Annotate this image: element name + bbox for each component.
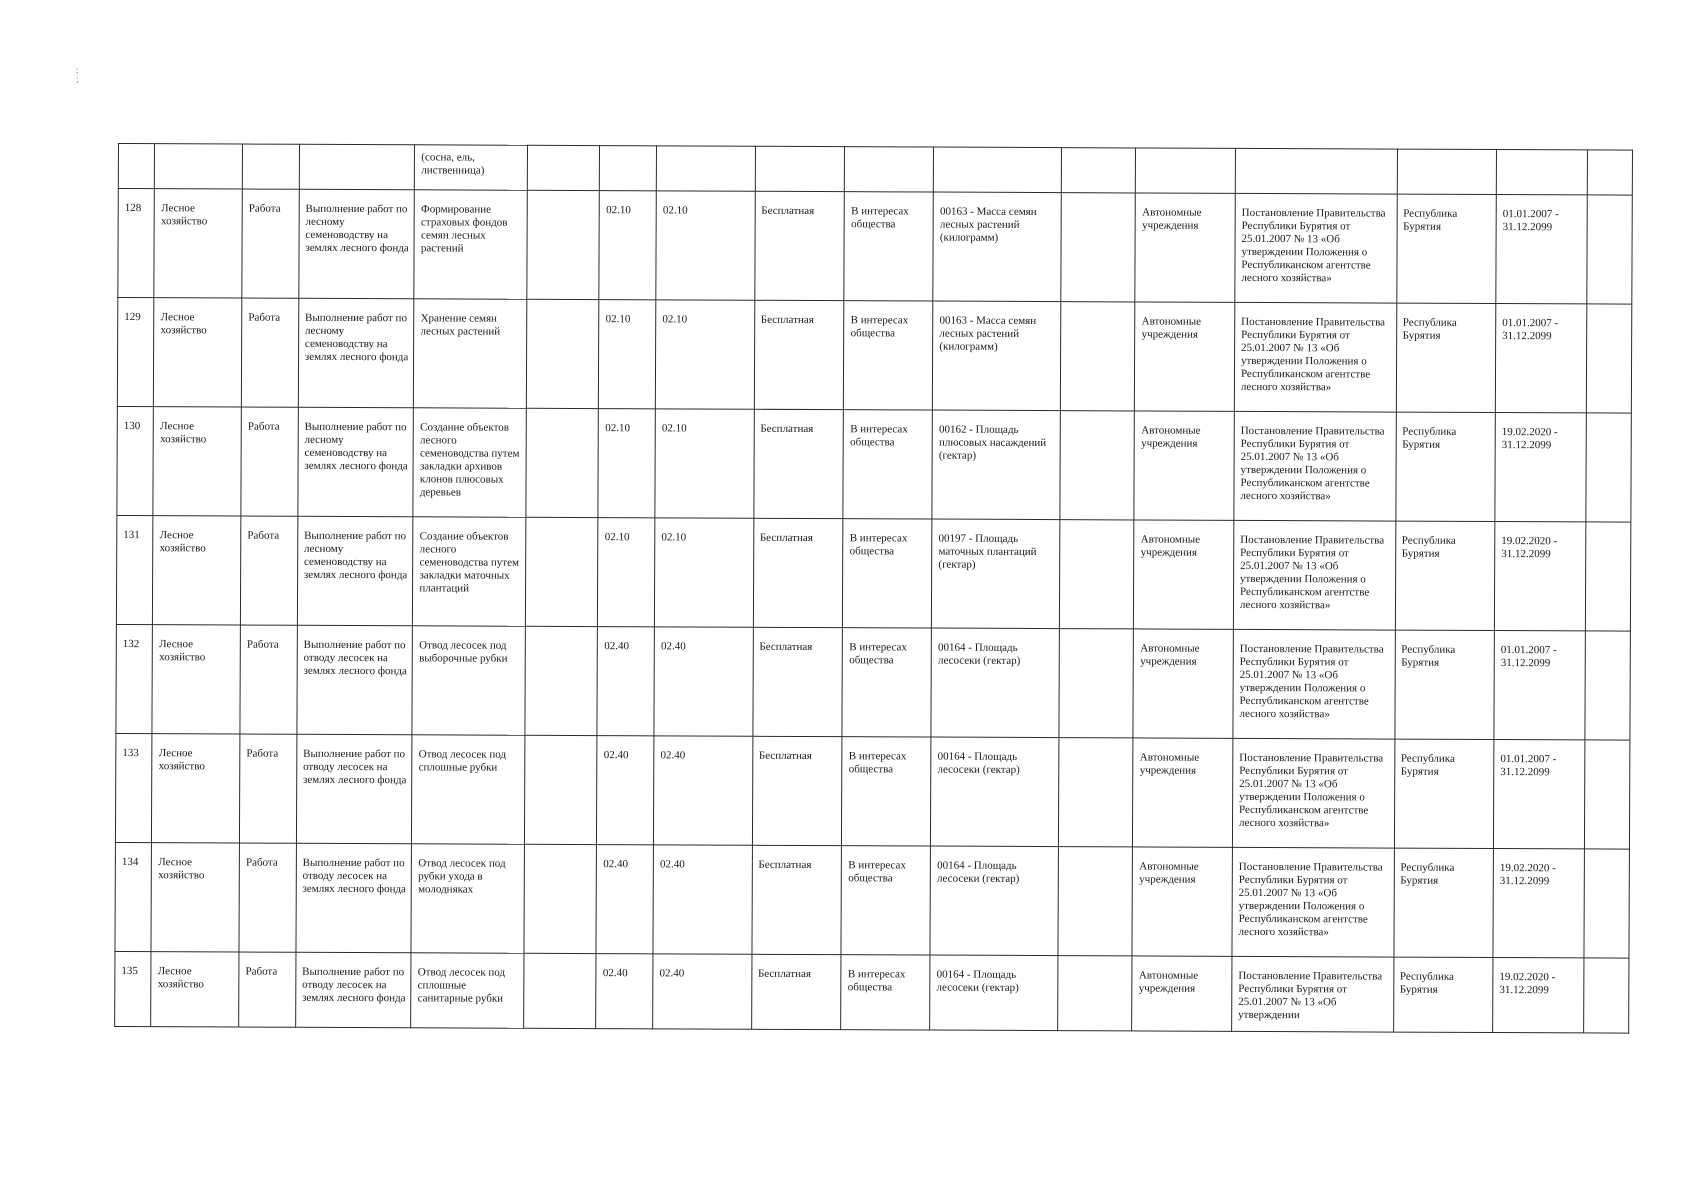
cell-empty [527,190,600,299]
cell-content: Отвод лесосек под выборочные рубки [412,626,525,735]
cell-empty [1586,413,1632,522]
cell-empty [524,844,597,953]
cell-empty [1059,520,1134,629]
cell-code-1: 02.40 [597,736,654,845]
cell-indicator: 00162 - Площадь плюсовых насаждений (гектар) [932,410,1060,520]
cell-empty [1060,302,1135,411]
cell-interest: В интересах общества [842,628,931,737]
cell-period: 19.02.2020 - 31.12.2099 [1495,413,1586,522]
cell-institution: Автономные учреждения [1132,956,1232,1031]
cell-interest: В интересах общества [843,519,932,628]
cell-empty [299,144,415,190]
cell-payment: Бесплатная [752,736,842,845]
cell-period: 19.02.2020 - 31.12.2099 [1493,958,1584,1033]
page-mark: ; [76,74,79,84]
cell-legal-basis: Постановление Правительства Республики Бурятия от 25.01.2007 № 13 «Об утверждении Положения о Республиканском агентстве лесного хозяйства» [1232,847,1394,957]
cell-empty [1058,847,1133,956]
cell-legal-basis: Постановление Правительства Республики Бурятия от 25.01.2007 № 13 «Об утверждении Положения о Республиканском агентстве лесного хозяйства» [1234,411,1396,521]
cell-kind: Работа [240,625,297,734]
cell-payment: Бесплатная [752,627,842,736]
cell-empty [656,146,755,191]
cell-legal-basis: Постановление Правительства Республики Бурятия от 25.01.2007 № 13 «Об утверждении Положения о Республиканском агентстве лесного хозяйства» [1232,738,1394,848]
cell-legal-basis: Постановление Правительства Республики Бурятия от 25.01.2007 № 13 «Об утверждении [1232,956,1394,1032]
cell-number: 131 [116,515,153,624]
cell-indicator: 00164 - Площадь лесосеки (гектар) [930,955,1058,1031]
cell-empty [1057,956,1132,1031]
cell-number: 133 [115,733,152,842]
cell-kind: Работа [242,189,299,298]
cell-kind: Работа [239,843,296,952]
page-marks [76,66,84,84]
cell-period: 01.01.2007 - 31.12.2099 [1495,304,1586,413]
cell-region: Республика Бурятия [1393,848,1493,957]
cell-code-2: 02.10 [655,409,754,518]
cell-empty [1058,738,1133,847]
cell-content: Формирование страховых фондов семян лесных растений [414,190,527,299]
cell-region: Республика Бурятия [1393,957,1493,1032]
cell-kind: Работа [239,952,296,1027]
cell-sphere: Лесное хозяйство [151,843,239,952]
cell-empty [1584,849,1630,958]
cell-code-1: 02.10 [598,518,655,627]
table-row [116,624,1630,740]
cell-empty [845,147,934,192]
cell-payment: Бесплатная [752,845,842,954]
cell-region: Республика Бурятия [1395,412,1495,521]
cell-interest: В интересах общества [841,846,930,955]
continuation-row [118,144,1632,196]
cell-indicator: 00163 - Масса семян лесных растений (килограмм) [933,301,1061,411]
cell-indicator: 00164 - Площадь лесосеки (гектар) [930,846,1058,956]
cell-region: Республика Бурятия [1394,739,1494,848]
cell-interest: В интересах общества [843,410,932,519]
cell-institution: Автономные учреждения [1134,520,1234,629]
cell-empty [1584,740,1630,849]
cell-content: Хранение семян лесных растений [414,299,527,408]
cell-period: 01.01.2007 - 31.12.2099 [1493,740,1584,849]
cell-sphere: Лесное хозяйство [154,298,242,407]
cell-number: 132 [116,624,153,733]
cell-sphere: Лесное хозяйство [153,407,241,516]
page-mark: ; [76,65,79,75]
cell-number: 135 [115,951,152,1026]
cell-legal-basis: Постановление Правительства Республики Бурятия от 25.01.2007 № 13 «Об утверждении Положения о Республиканском агентстве лесного хозяйства» [1233,520,1395,630]
cell-name: Выполнение работ по отводу лесосек на землях лесного фонда [296,734,412,844]
cell-work-type: (сосна, ель, лиственница) [415,145,528,190]
cell-sphere: Лесное хозяйство [152,625,240,734]
cell-legal-basis: Постановление Правительства Республики Бурятия от 25.01.2007 № 13 «Об утверждении Положения о Республиканском агентстве лесного хозяйства» [1233,629,1395,739]
cell-region: Республика Бурятия [1394,630,1494,739]
cell-empty [155,144,243,189]
cell-name: Выполнение работ по лесному семеноводству на землях лесного фонда [298,298,414,408]
cell-empty [1584,958,1629,1033]
cell-name: Выполнение работ по отводу лесосек на землях лесного фонда [296,843,412,953]
cell-institution: Автономные учреждения [1135,193,1235,302]
services-registry-table [114,143,1633,1034]
cell-empty [526,299,599,408]
cell-number: 134 [115,842,152,951]
cell-name: Выполнение работ по лесному семеноводству на землях лесного фонда [299,189,415,299]
cell-empty [1059,411,1134,520]
cell-interest: В интересах общества [841,955,930,1030]
cell-number: 129 [117,298,154,407]
cell-empty [1136,148,1236,193]
cell-kind: Работа [241,516,298,625]
cell-empty [600,146,657,191]
cell-empty [118,144,155,189]
cell-empty [1587,195,1633,304]
cell-code-2: 02.40 [653,845,752,954]
cell-region: Республика Бурятия [1396,194,1496,303]
cell-name: Выполнение работ по лесному семеноводству на землях лесного фонда [297,516,413,626]
cell-code-2: 02.40 [653,954,752,1029]
cell-period: 19.02.2020 - 31.12.2099 [1494,522,1585,631]
cell-code-1: 02.10 [599,300,656,409]
cell-code-2: 02.10 [655,518,754,627]
cell-empty [1235,148,1397,194]
cell-payment: Бесплатная [753,409,843,518]
cell-empty [1585,522,1631,631]
cell-institution: Автономные учреждения [1134,411,1234,520]
cell-content: Создание объектов лесного семеноводства путем закладки маточных плантаций [413,517,526,626]
cell-empty [1585,631,1631,740]
cell-indicator: 00163 - Масса семян лесных растений (килограмм) [933,192,1061,302]
cell-payment: Бесплатная [754,300,844,409]
cell-indicator: 00164 - Площадь лесосеки (гектар) [931,628,1059,738]
cell-sphere: Лесное хозяйство [154,189,242,298]
cell-name: Выполнение работ по отводу лесосек на землях лесного фонда [297,625,413,735]
cell-empty [242,144,299,189]
cell-interest: В интересах общества [842,737,931,846]
cell-institution: Автономные учреждения [1133,629,1233,738]
cell-region: Республика Бурятия [1396,303,1496,412]
cell-empty [527,145,600,190]
cell-legal-basis: Постановление Правительства Республики Бурятия от 25.01.2007 № 13 «Об утверждении Положения о Республиканском агентстве лесного хозяйства» [1235,193,1397,303]
cell-content: Создание объектов лесного семеноводства путем закладки архивов клонов плюсовых деревьев [413,408,526,517]
cell-empty [1496,150,1587,195]
cell-code-2: 02.10 [656,300,755,409]
cell-interest: В интересах общества [844,301,933,410]
cell-name: Выполнение работ по лесному семеноводству на землях лесного фонда [298,407,414,517]
cell-period: 19.02.2020 - 31.12.2099 [1493,849,1584,958]
cell-content: Отвод лесосек под сплошные рубки [412,735,525,844]
cell-institution: Автономные учреждения [1135,302,1235,411]
cell-code-2: 02.40 [654,627,753,736]
cell-indicator: 00164 - Площадь лесосеки (гектар) [931,737,1059,847]
table-row [115,733,1629,849]
table-row [117,298,1631,414]
cell-empty [524,735,597,844]
table-row [116,515,1630,631]
cell-code-1: 02.40 [597,627,654,736]
cell-empty [1061,148,1136,193]
cell-empty [1397,149,1497,194]
table-row [117,406,1631,522]
cell-kind: Работа [241,298,298,407]
table-row [115,842,1629,958]
cell-code-2: 02.40 [654,736,753,845]
cell-empty [523,953,596,1028]
cell-period: 01.01.2007 - 31.12.2099 [1496,195,1587,304]
cell-legal-basis: Постановление Правительства Республики Бурятия от 25.01.2007 № 13 «Об утверждении Положения о Республиканском агентстве лесного хозяйства» [1234,302,1396,412]
cell-code-1: 02.10 [598,409,655,518]
cell-sphere: Лесное хозяйство [153,516,241,625]
cell-payment: Бесплатная [754,191,844,300]
cell-region: Республика Бурятия [1395,521,1495,630]
cell-empty [755,146,845,191]
cell-kind: Работа [241,407,298,516]
cell-empty [1586,304,1632,413]
table-row [118,189,1632,305]
cell-kind: Работа [240,734,297,843]
cell-code-1: 02.40 [596,845,653,954]
cell-number: 130 [117,406,154,515]
cell-period: 01.01.2007 - 31.12.2099 [1494,631,1585,740]
cell-content: Отвод лесосек под рубки ухода в молодняках [411,844,524,953]
table-row [115,951,1629,1033]
cell-name: Выполнение работ по отводу лесосек на землях лесного фонда [295,952,411,1028]
cell-institution: Автономные учреждения [1132,847,1232,956]
cell-empty [525,517,598,626]
cell-empty [1060,193,1135,302]
cell-payment: Бесплатная [753,518,843,627]
cell-indicator: 00197 - Площадь маточных плантаций (гектар) [932,519,1060,629]
cell-sphere: Лесное хозяйство [151,952,239,1027]
cell-empty [1587,150,1632,195]
cell-empty [526,408,599,517]
cell-payment: Бесплатная [751,954,841,1029]
cell-interest: В интересах общества [844,192,933,301]
cell-institution: Автономные учреждения [1133,738,1233,847]
cell-empty [934,147,1062,193]
cell-empty [525,626,598,735]
cell-content: Отвод лесосек под сплошные санитарные рубки [411,953,524,1028]
cell-sphere: Лесное хозяйство [152,734,240,843]
cell-code-1: 02.10 [599,191,656,300]
cell-number: 128 [118,189,155,298]
cell-code-2: 02.10 [656,191,755,300]
cell-empty [1058,629,1133,738]
cell-code-1: 02.40 [596,954,653,1029]
